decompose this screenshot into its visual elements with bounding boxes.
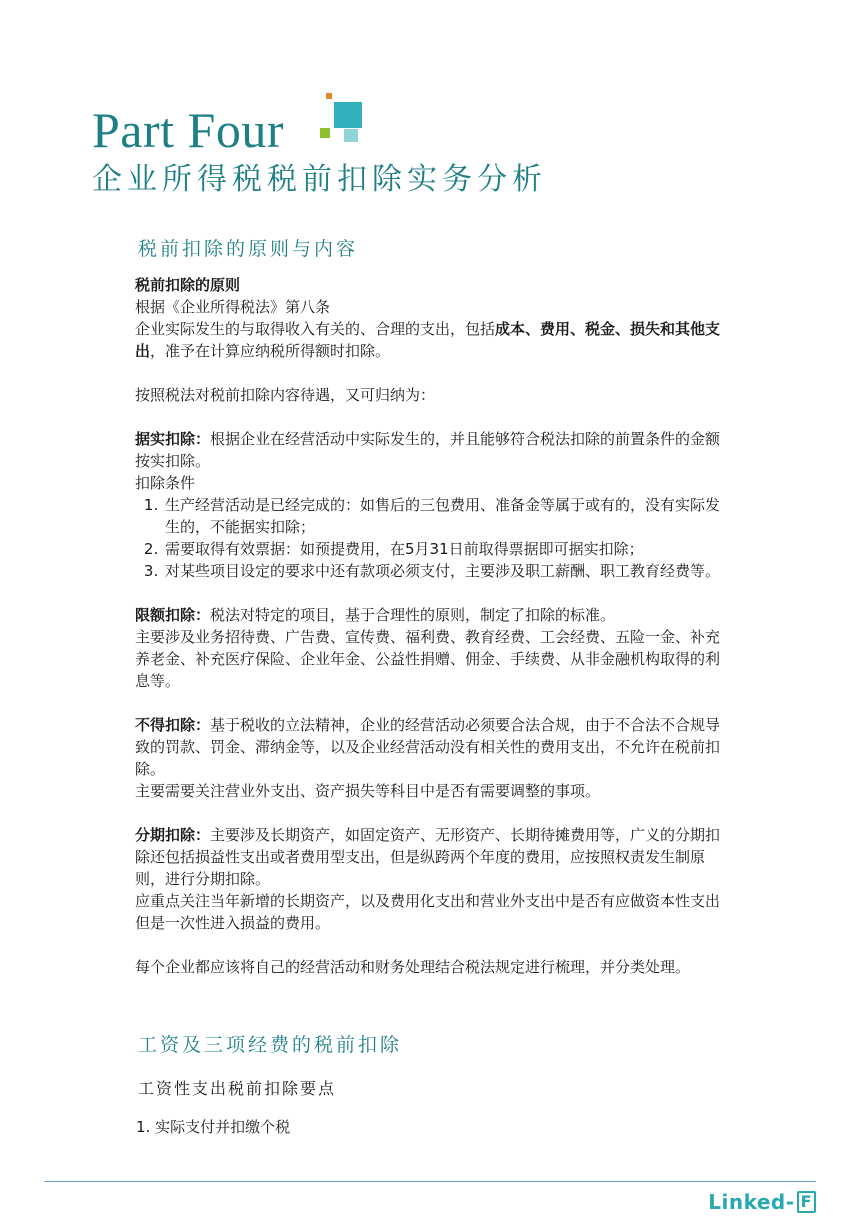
installment-label: 分期扣除： bbox=[135, 826, 211, 844]
principle-title: 税前扣除的原则 bbox=[135, 276, 241, 294]
limited-deduction-text: 税法对特定的项目，基于合理性的原则，制定了扣除的标准。 bbox=[210, 606, 616, 624]
actual-deduction-label: 据实扣除： bbox=[135, 430, 211, 448]
law-reference: 根据《企业所得税法》第八条 bbox=[135, 298, 331, 316]
green-square-icon bbox=[320, 128, 330, 138]
actual-deduction-paragraph bbox=[135, 428, 725, 472]
list-item: 1. 生产经营活动是已经完成的：如售后的三包费用、准备金等属于或有的，没有实际发生的，不能据实扣除； bbox=[163, 494, 725, 538]
principle-text-1: 企业实际发生的与取得收入有关的、合理的支出，包括 bbox=[135, 320, 496, 338]
nondeductible-paragraph bbox=[135, 714, 725, 780]
closing-paragraph: 每个企业都应该将自己的经营活动和财务处理结合税法规定进行梳理，并分类处理。 bbox=[135, 958, 691, 976]
actual-deduction-text: 根据企业在经营活动中实际发生的，并且能够符合税法扣除的前置条件的金额按实扣除。 bbox=[135, 430, 721, 470]
principle-bold: 成本、费用、税金、损失和其他支出 bbox=[135, 320, 721, 360]
wages-subheading: 工资性支出税前扣除要点 bbox=[138, 1079, 337, 1098]
list-item: 3. 对某些项目设定的要求中还有款项必须支付，主要涉及职工薪酬、职工教育经费等。 bbox=[163, 560, 725, 582]
footer-divider bbox=[44, 1181, 816, 1182]
logo-text: Linked- bbox=[708, 1190, 795, 1214]
document-body bbox=[135, 274, 725, 978]
orange-square-icon bbox=[326, 93, 332, 99]
nondeductible-label: 不得扣除： bbox=[135, 716, 211, 734]
light-teal-square-icon bbox=[344, 129, 358, 142]
part-title: Part Four bbox=[92, 102, 284, 158]
principle-text-2: ，准予在计算应纳税所得额时扣除。 bbox=[150, 342, 391, 360]
section-heading-wages: 工资及三项经费的税前扣除 bbox=[138, 1034, 403, 1056]
installment-paragraph bbox=[135, 824, 725, 890]
section-heading-principles: 税前扣除的原则与内容 bbox=[138, 238, 359, 260]
installment-text: 主要涉及长期资产，如固定资产、无形资产、长期待摊费用等，广义的分期扣除还包括损益性支出或者费用型支出，但是纵跨两个年度的费用，应按照权责发生制原则，进行分期扣除。 bbox=[135, 826, 721, 888]
installment-detail: 应重点关注当年新增的长期资产，以及费用化支出和营业外支出中是否有应做资本性支出但是一次性进入损益的费用。 bbox=[135, 892, 721, 932]
intro-paragraph: 按照税法对税前扣除内容待遇，又可归纳为： bbox=[135, 386, 436, 404]
limited-deduction-label: 限额扣除： bbox=[135, 606, 211, 624]
principle-paragraph bbox=[135, 318, 725, 362]
part-subtitle: 企业所得税税前扣除实务分析 bbox=[92, 162, 547, 197]
nondeductible-text: 基于税收的立法精神，企业的经营活动必须要合法合规，由于不合法不合规导致的罚款、罚金、滞纳金等，以及企业经营活动没有相关性的费用支出，不允许在税前扣除。 bbox=[135, 716, 721, 778]
teal-square-icon bbox=[334, 102, 362, 128]
wages-point-1: 1. 实际支付并扣缴个税 bbox=[136, 1118, 291, 1136]
nondeductible-detail: 主要需要关注营业外支出、资产损失等科目中是否有需要调整的事项。 bbox=[135, 782, 601, 800]
logo-box-icon: F bbox=[797, 1191, 816, 1213]
linked-f-logo bbox=[708, 1190, 816, 1214]
limited-deduction-paragraph bbox=[135, 604, 725, 626]
condition-list bbox=[135, 494, 725, 582]
limited-deduction-detail: 主要涉及业务招待费、广告费、宣传费、福利费、教育经费、工会经费、五险一金、补充养老金、补充医疗保险、企业年金、公益性捐赠、佣金、手续费、从非金融机构取得的利息等。 bbox=[135, 628, 721, 690]
condition-title: 扣除条件 bbox=[135, 474, 196, 492]
list-item: 2. 需要取得有效票据：如预提费用，在5月31日前取得票据即可据实扣除； bbox=[163, 538, 725, 560]
